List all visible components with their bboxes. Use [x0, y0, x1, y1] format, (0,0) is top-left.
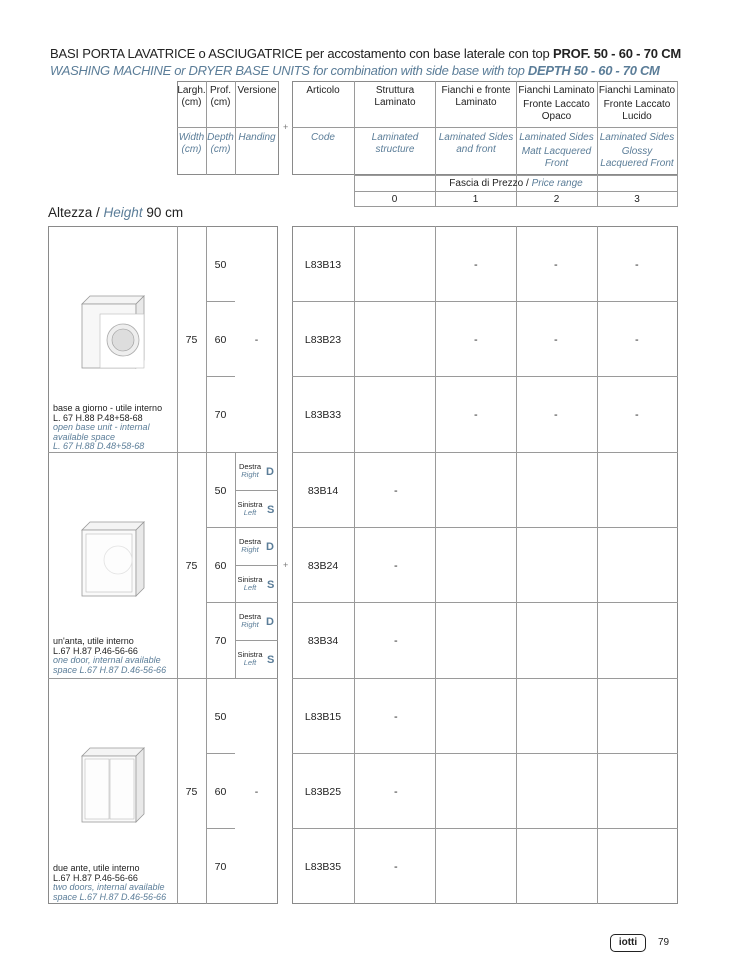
price-2: 2: [553, 194, 560, 205]
group3-r1-p0: -: [394, 711, 398, 723]
group1-r3-p3: -: [635, 409, 639, 421]
group3-r3-p0: -: [394, 861, 398, 873]
group3-code-2: L83B25: [304, 786, 342, 798]
group3-depth-50: 50: [214, 711, 227, 723]
group1-r2-p3: -: [635, 334, 639, 346]
group2-depth-50: 50: [214, 485, 227, 497]
group2-r1-p0: -: [394, 485, 398, 497]
header-version: Versione: [237, 85, 277, 96]
price-1: 1: [472, 194, 479, 205]
left-handing-50: Sinistra Left: [237, 500, 263, 517]
left-handing-60: Sinistra Left: [237, 575, 263, 592]
group1-r2-p2: -: [554, 334, 558, 346]
brand-logo: iotti: [610, 934, 646, 952]
group1-depth-70: 70: [214, 409, 227, 421]
left-letter-70: S: [267, 654, 275, 666]
group1-r3-p2: -: [554, 409, 558, 421]
price-range-label: Fascia di Prezzo / Price range: [449, 178, 583, 189]
price-3: 3: [634, 194, 640, 205]
group1-r1-p2: -: [554, 259, 558, 271]
group1-r3-p1: -: [474, 409, 478, 421]
group2-depth-70: 70: [214, 635, 227, 647]
header-plus: +: [283, 122, 289, 132]
page-number: 79: [658, 937, 670, 948]
group3-code-3: L83B35: [304, 861, 342, 873]
group1-width: 75: [185, 334, 198, 346]
right-letter-70: D: [266, 616, 274, 628]
header-width-en: Width (cm): [178, 132, 205, 155]
right-letter-50: D: [266, 466, 274, 478]
group2-description: un'anta, utile interno L.67 H.87 P.46-56-66 one door, internal available space L.67 H.87 D.46-56-66: [53, 636, 167, 675]
group2-code-3: 83B34: [307, 635, 339, 647]
page-title: BASI PORTA LAVATRICE o ASCIUGATRICE per accostamento con base laterale con top PROF. 50 - 60 - 70 CM: [50, 46, 682, 61]
group2-plus: +: [283, 560, 289, 570]
group1-depth-50: 50: [214, 259, 227, 271]
right-handing-50: Destra Right: [238, 462, 262, 479]
header-col0: Struttura Laminato: [374, 85, 416, 108]
header-depth-en: Depth (cm): [207, 132, 234, 155]
group3-code-1: L83B15: [304, 711, 342, 723]
group2-code-2: 83B24: [307, 560, 339, 572]
page-title-en: WASHING MACHINE or DRYER BASE UNITS for combination with side base with top DEPTH 50 - 60 - 70 CM: [50, 63, 660, 78]
left-letter-60: S: [267, 579, 275, 591]
group1-version: -: [254, 334, 259, 346]
group1-code-1: L83B13: [304, 259, 342, 271]
header-col0-en: Laminated structure: [371, 132, 419, 155]
header-col3: Fianchi Laminato Fronte Laccato Lucido: [598, 85, 676, 122]
header-code-en: Code: [311, 132, 335, 143]
group1-r2-p1: -: [474, 334, 478, 346]
group2-code-1: 83B14: [307, 485, 339, 497]
left-handing-70: Sinistra Left: [237, 650, 263, 667]
two-door-unit-illustration: [78, 744, 148, 826]
group2-r3-p0: -: [394, 635, 398, 647]
header-col2: Fianchi Laminato Fronte Laccato Opaco: [518, 85, 595, 122]
one-door-unit-illustration: [78, 518, 148, 600]
group1-depth-60: 60: [214, 334, 227, 346]
group3-version: -: [254, 786, 259, 798]
header-col1: Fianchi e fronte Laminato: [441, 85, 511, 108]
group2-depth-60: 60: [214, 560, 227, 572]
header-width: Largh. (cm): [177, 85, 206, 108]
group3-r2-p0: -: [394, 786, 398, 798]
right-handing-70: Destra Right: [238, 612, 262, 629]
right-handing-60: Destra Right: [238, 537, 262, 554]
open-base-unit-illustration: [78, 290, 148, 372]
price-0: 0: [391, 194, 398, 205]
header-code: Articolo: [306, 85, 340, 96]
group3-depth-60: 60: [214, 786, 227, 798]
group3-description: due ante, utile interno L.67 H.87 P.46-56-66 two doors, internal available space L.67 H.87 D.46-56-66: [53, 863, 167, 902]
group1-description: base a giorno - utile interno L. 67 H.88 P.48+58-68 open base unit - internal available space L. 67 H.88 D.48+58-68: [53, 403, 163, 451]
group1-code-3: L83B33: [304, 409, 342, 421]
group1-r1-p3: -: [635, 259, 639, 271]
header-version-en: Handing: [238, 132, 276, 143]
header-depth: Prof. (cm): [209, 85, 232, 108]
header-col2-en: Laminated Sides Matt Lacquered Front: [519, 132, 594, 169]
header-col3-en: Laminated Sides Glossy Lacquered Front: [599, 132, 675, 169]
group2-r2-p0: -: [394, 560, 398, 572]
group3-width: 75: [185, 786, 198, 798]
height-heading: Altezza / Height 90 cm: [48, 205, 184, 220]
header-col1-en: Laminated Sides and front: [438, 132, 514, 155]
right-letter-60: D: [266, 541, 274, 553]
group3-depth-70: 70: [214, 861, 227, 873]
left-letter-50: S: [267, 504, 275, 516]
group2-width: 75: [185, 560, 198, 572]
group1-r1-p1: -: [474, 259, 478, 271]
group1-code-2: L83B23: [304, 334, 342, 346]
